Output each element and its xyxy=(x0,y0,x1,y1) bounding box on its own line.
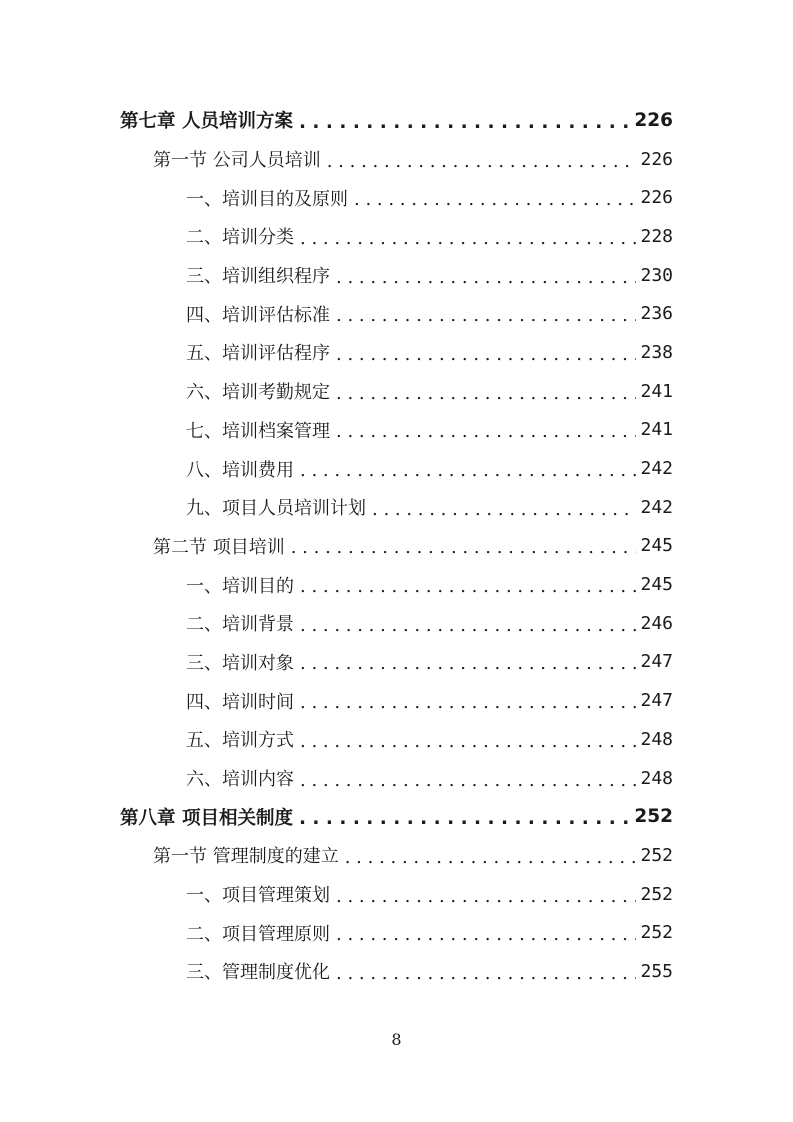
toc-entry-page: 226 xyxy=(640,148,673,170)
toc-entry-title: 五、培训评估程序 xyxy=(186,343,330,365)
toc-entry-item xyxy=(0,875,673,914)
toc-entry-item xyxy=(0,913,673,952)
toc-dot-leader xyxy=(299,808,630,829)
toc-entry-title: 四、培训评估标准 xyxy=(186,304,330,326)
toc-dot-leader xyxy=(300,731,636,752)
toc-entry-title: 九、项目人员培训计划 xyxy=(186,498,366,520)
toc-dot-leader xyxy=(300,692,636,713)
toc-entry-item xyxy=(0,333,673,372)
toc-entry-page: 248 xyxy=(640,767,673,789)
toc-entry-item xyxy=(0,604,673,643)
toc-entry-title: 二、项目管理原则 xyxy=(186,923,330,945)
toc-entry-title: 第一节 管理制度的建立 xyxy=(153,846,339,868)
toc-entry-section xyxy=(0,527,673,566)
toc-dot-leader xyxy=(299,112,630,133)
toc-entry-title: 一、培训目的 xyxy=(186,575,294,597)
toc-entry-title: 二、培训背景 xyxy=(186,614,294,636)
toc-entry-item xyxy=(0,372,673,411)
toc-dot-leader xyxy=(336,421,636,442)
toc-entry-section xyxy=(0,140,673,179)
toc-dot-leader xyxy=(354,189,636,210)
toc-entry-item xyxy=(0,178,673,217)
toc-dot-leader xyxy=(336,924,636,945)
toc-entry-page: 241 xyxy=(640,419,673,441)
toc-entry-title: 四、培训时间 xyxy=(186,691,294,713)
toc-entry-chapter xyxy=(0,797,673,836)
toc-entry-item xyxy=(0,643,673,682)
toc-entry-page: 228 xyxy=(640,225,673,247)
toc-entry-page: 230 xyxy=(640,264,673,286)
toc-entry-title: 三、管理制度优化 xyxy=(186,962,330,984)
toc-entry-title: 第八章 项目相关制度 xyxy=(120,807,293,829)
toc-dot-leader xyxy=(300,770,636,791)
toc-entry-title: 一、培训目的及原则 xyxy=(186,188,348,210)
toc-dot-leader xyxy=(336,886,636,907)
toc-entry-title: 五、培训方式 xyxy=(186,730,294,752)
toc-entry-section xyxy=(0,836,673,875)
toc-entry-item xyxy=(0,256,673,295)
toc-entry-page: 241 xyxy=(640,380,673,402)
toc-entry-title: 第二节 项目培训 xyxy=(153,536,285,558)
toc-entry-title: 七、培训档案管理 xyxy=(186,420,330,442)
toc-dot-leader xyxy=(345,847,637,868)
table-of-contents xyxy=(0,101,793,991)
toc-dot-leader xyxy=(372,499,636,520)
toc-entry-page: 226 xyxy=(640,187,673,209)
toc-entry-item xyxy=(0,411,673,450)
toc-dot-leader xyxy=(300,228,636,249)
toc-entry-page: 246 xyxy=(640,612,673,634)
toc-entry-item xyxy=(0,759,673,798)
toc-entry-item xyxy=(0,217,673,256)
toc-entry-title: 六、培训内容 xyxy=(186,769,294,791)
toc-dot-leader xyxy=(300,615,636,636)
toc-entry-page: 247 xyxy=(640,651,673,673)
toc-entry-page: 247 xyxy=(640,690,673,712)
toc-dot-leader xyxy=(336,344,636,365)
toc-dot-leader xyxy=(336,963,636,984)
toc-entry-page: 242 xyxy=(640,458,673,480)
toc-entry-page: 252 xyxy=(634,806,673,828)
toc-entry-page: 238 xyxy=(640,341,673,363)
toc-entry-title: 第七章 人员培训方案 xyxy=(120,111,293,133)
toc-entry-title: 二、培训分类 xyxy=(186,227,294,249)
toc-dot-leader xyxy=(327,151,637,172)
toc-entry-item xyxy=(0,449,673,488)
toc-dot-leader xyxy=(336,267,636,288)
toc-dot-leader xyxy=(291,537,637,558)
toc-entry-title: 第一节 公司人员培训 xyxy=(153,150,321,172)
toc-dot-leader xyxy=(300,653,636,674)
toc-entry-title: 三、培训组织程序 xyxy=(186,266,330,288)
toc-entry-item xyxy=(0,488,673,527)
toc-entry-page: 248 xyxy=(640,728,673,750)
toc-dot-leader xyxy=(336,383,636,404)
toc-entry-item xyxy=(0,681,673,720)
toc-entry-item xyxy=(0,565,673,604)
toc-entry-page: 252 xyxy=(640,883,673,905)
toc-entry-page: 236 xyxy=(640,303,673,325)
toc-entry-item xyxy=(0,294,673,333)
toc-entry-chapter xyxy=(0,101,673,140)
toc-entry-page: 255 xyxy=(640,960,673,982)
toc-entry-page: 245 xyxy=(640,574,673,596)
toc-entry-item xyxy=(0,720,673,759)
toc-entry-page: 245 xyxy=(640,535,673,557)
toc-dot-leader xyxy=(336,305,636,326)
toc-dot-leader xyxy=(300,460,636,481)
toc-entry-page: 226 xyxy=(634,109,673,131)
toc-dot-leader xyxy=(300,576,636,597)
toc-entry-title: 一、项目管理策划 xyxy=(186,885,330,907)
toc-entry-title: 八、培训费用 xyxy=(186,459,294,481)
toc-entry-title: 六、培训考勤规定 xyxy=(186,382,330,404)
page-number: 8 xyxy=(391,1030,402,1049)
toc-entry-title: 三、培训对象 xyxy=(186,652,294,674)
toc-entry-page: 242 xyxy=(640,496,673,518)
toc-entry-item xyxy=(0,952,673,991)
toc-entry-page: 252 xyxy=(640,922,673,944)
toc-entry-page: 252 xyxy=(640,844,673,866)
